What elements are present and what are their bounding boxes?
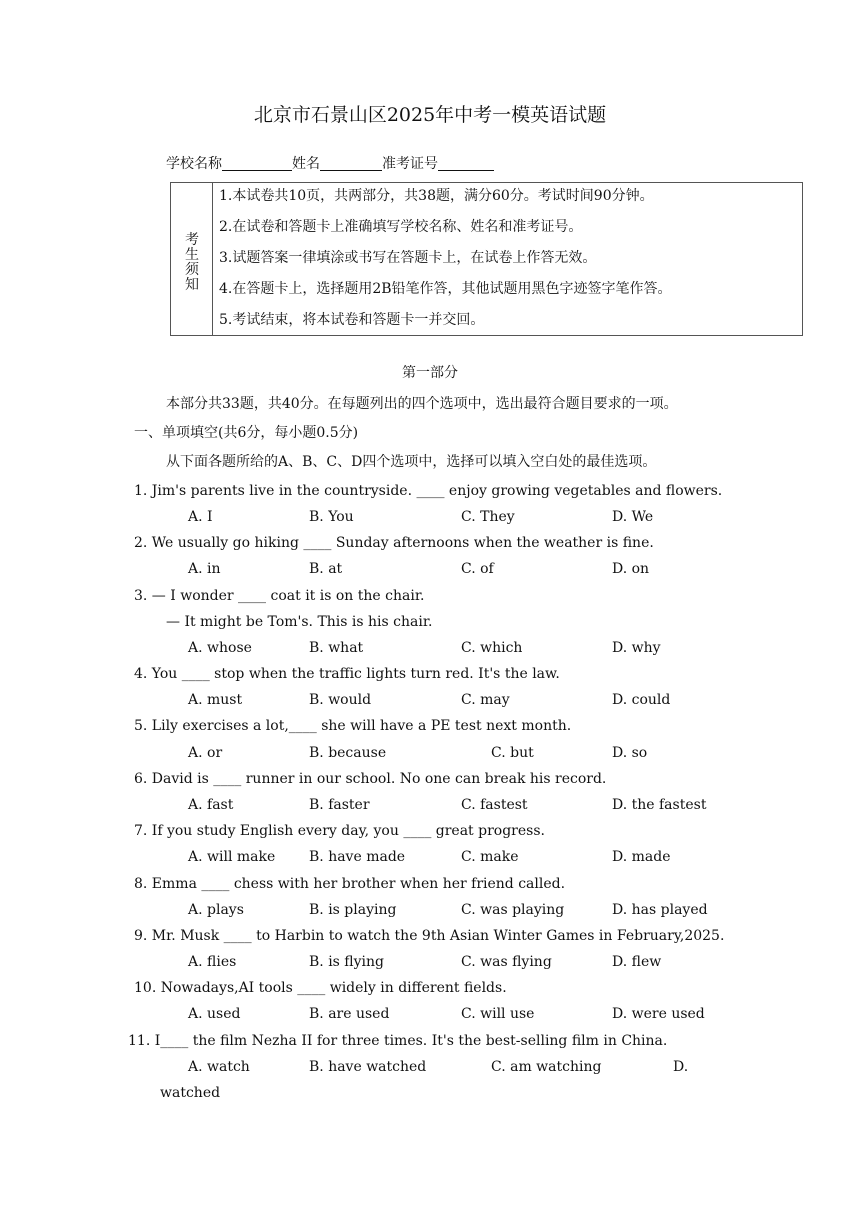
notice-item: 3.试题答案一律填涂或书写在答题卡上，在试卷上作答无效。 [219,250,597,266]
option-a[interactable]: A. flies [188,954,237,970]
notice-item: 1.本试卷共10页，共两部分，共38题，满分60分。考试时间90分钟。 [219,188,654,204]
section-instruction: 从下面各题所给的A、B、C、D四个选项中，选择可以填入空白处的最佳选项。 [166,454,657,470]
option-c[interactable]: C. They [461,509,515,525]
notice-item: 5.考试结束，将本试卷和答题卡一并交回。 [219,312,485,328]
option-d-continuation[interactable]: watched [160,1085,221,1101]
question-stem: 1. Jim's parents live in the countryside. ____ enjoy growing vegetables and flowers. [134,483,723,499]
option-c[interactable]: C. was playing [461,902,565,918]
notice-item: 2.在试卷和答题卡上准确填写学校名称、姓名和准考证号。 [219,219,583,235]
name-blank[interactable] [320,156,382,171]
option-c[interactable]: C. am watching [491,1059,602,1075]
option-b[interactable]: B. faster [309,797,370,813]
option-b[interactable]: B. what [309,640,364,656]
school-label: 学校名称 [166,156,222,172]
question-stem: 6. David is ____ runner in our school. No one can break his record. [134,771,607,787]
option-b[interactable]: B. at [309,561,343,577]
option-c[interactable]: C. will use [461,1006,535,1022]
notice-item: 4.在答题卡上，选择题用2B铅笔作答，其他试题用黑色字迹签字笔作答。 [219,281,672,297]
option-d[interactable]: D. could [612,692,671,708]
option-c[interactable]: C. fastest [461,797,528,813]
question-stem: 10. Nowadays,AI tools ____ widely in different fields. [134,980,507,996]
option-b[interactable]: B. is playing [309,902,397,918]
option-b[interactable]: B. would [309,692,372,708]
page-title: 北京市石景山区2025年中考一模英语试题 [253,104,607,126]
question-stem: 5. Lily exercises a lot,____ she will have a PE test next month. [134,718,572,734]
option-c[interactable]: C. but [491,745,534,761]
question-stem: 8. Emma ____ chess with her brother when her friend called. [134,876,566,892]
option-a[interactable]: A. used [188,1006,241,1022]
option-c[interactable]: C. which [461,640,523,656]
question-stem: 11. I____ the film Nezha II for three times. It's the best-selling film in China. [128,1033,668,1049]
option-a[interactable]: A. plays [188,902,244,918]
question-stem: 9. Mr. Musk ____ to Harbin to watch the 9th Asian Winter Games in February,2025. [134,928,725,944]
option-d[interactable]: D. why [612,640,661,656]
id-blank[interactable] [438,156,494,171]
notice-side-char: 须 [185,262,199,278]
option-a[interactable]: A. I [188,509,213,525]
option-a[interactable]: A. whose [188,640,252,656]
name-label: 姓名 [292,156,320,172]
option-b[interactable]: B. You [309,509,354,525]
question-stem: 3. — I wonder ____ coat it is on the chair. [134,588,425,604]
option-b[interactable]: B. have made [309,849,406,865]
option-d[interactable]: D. made [612,849,671,865]
option-a[interactable]: A. fast [188,797,234,813]
option-d[interactable]: D. [673,1059,689,1075]
option-d[interactable]: D. flew [612,954,662,970]
option-a[interactable]: A. must [188,692,243,708]
notice-side-char: 生 [185,247,199,263]
option-c[interactable]: C. make [461,849,519,865]
option-c[interactable]: C. of [461,561,494,577]
option-d[interactable]: D. We [612,509,654,525]
option-b[interactable]: B. because [309,745,387,761]
part-intro: 本部分共33题，共40分。在每题列出的四个选项中，选出最符合题目要求的一项。 [166,396,678,412]
question-stem-line2: — It might be Tom's. This is his chair. [166,614,433,630]
option-a[interactable]: A. or [188,745,223,761]
option-b[interactable]: B. have watched [309,1059,427,1075]
notice-side-char: 考 [185,232,199,248]
option-c[interactable]: C. was flying [461,954,552,970]
option-d[interactable]: D. were used [612,1006,705,1022]
question-stem: 4. You ____ stop when the traffic lights turn red. It's the law. [134,666,560,682]
question-stem: 7. If you study English every day, you ____ great progress. [134,823,545,839]
candidate-info-line [166,156,494,171]
school-blank[interactable] [222,156,292,171]
option-a[interactable]: A. in [188,561,221,577]
option-d[interactable]: D. so [612,745,648,761]
option-b[interactable]: B. is flying [309,954,385,970]
question-stem: 2. We usually go hiking ____ Sunday afternoons when the weather is fine. [134,535,654,551]
notice-side-char: 知 [185,277,199,293]
option-c[interactable]: C. may [461,692,510,708]
option-a[interactable]: A. watch [188,1059,250,1075]
notice-side-label [171,183,213,335]
id-label: 准考证号 [382,156,438,172]
part-heading: 第一部分 [402,365,458,381]
option-d[interactable]: D. on [612,561,650,577]
option-d[interactable]: D. the fastest [612,797,707,813]
section-heading: 一、单项填空(共6分，每小题0.5分) [134,425,359,441]
option-a[interactable]: A. will make [188,849,276,865]
option-b[interactable]: B. are used [309,1006,390,1022]
exam-notice-box [170,182,803,336]
option-d[interactable]: D. has played [612,902,708,918]
